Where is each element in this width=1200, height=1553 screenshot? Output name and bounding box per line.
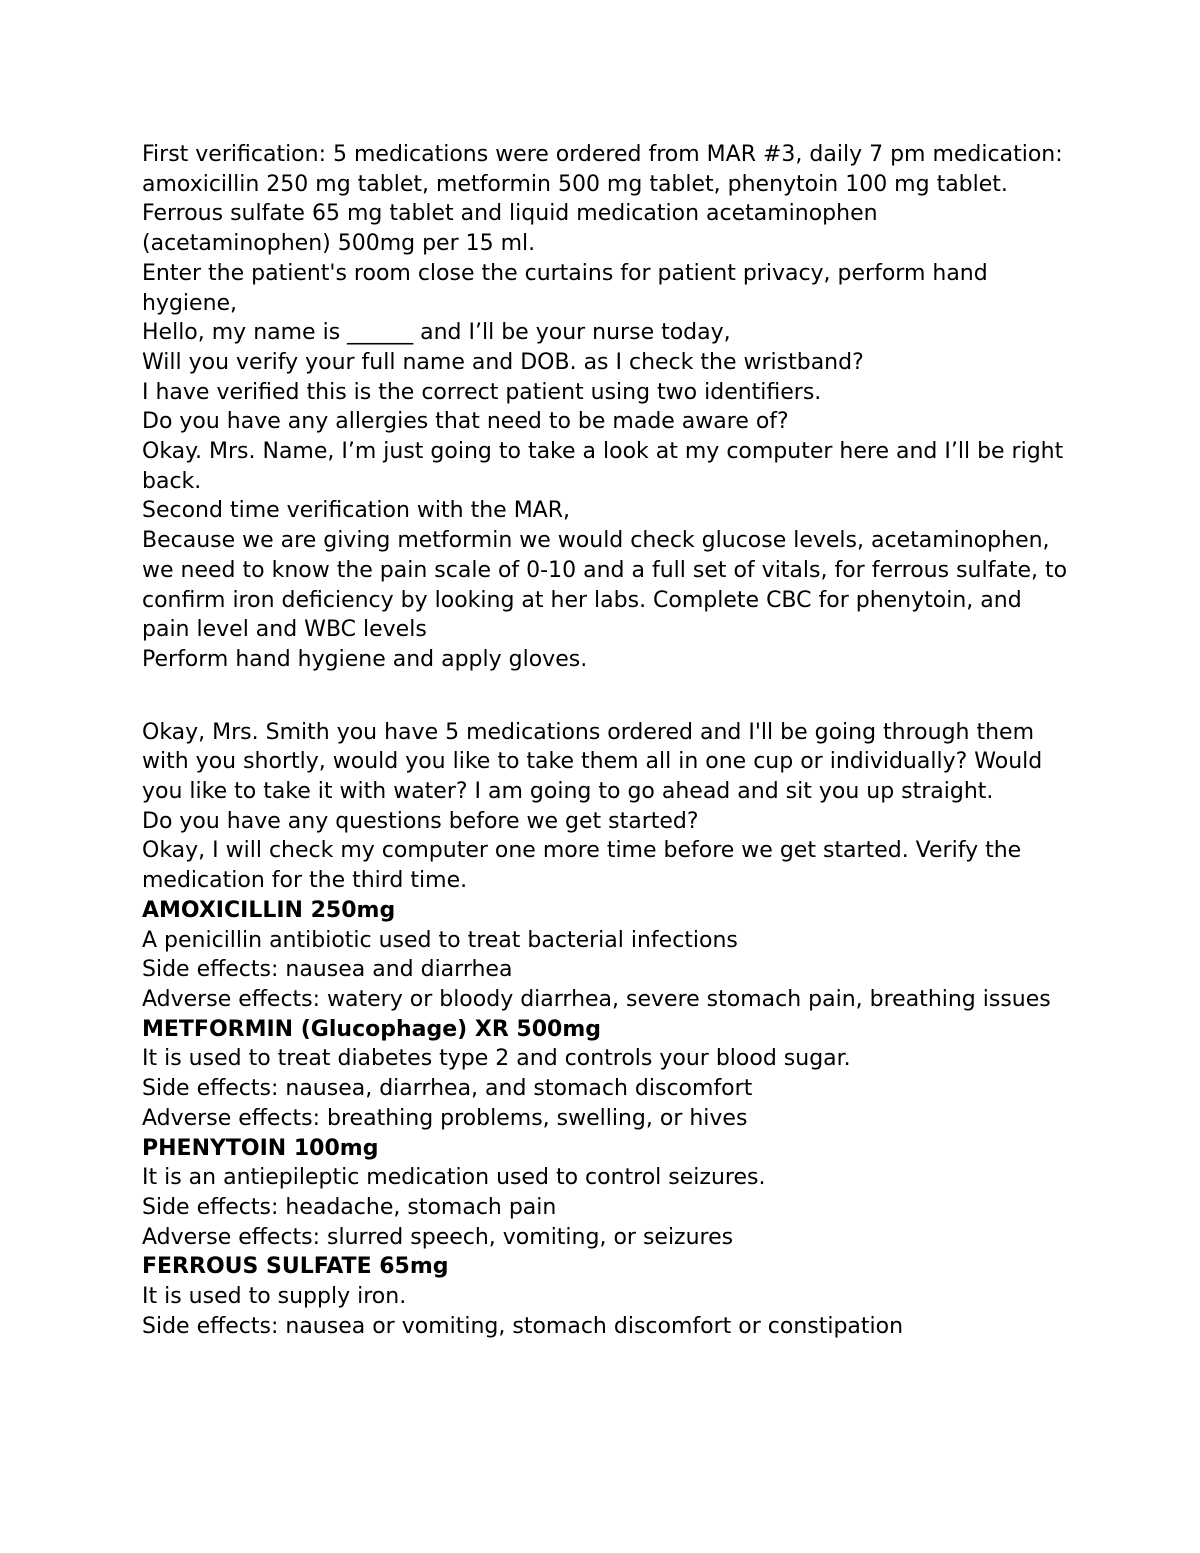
medication-side-effects: Side effects: headache, stomach pain [142,1194,557,1220]
medication-ferrous-sulfate [142,1252,1072,1341]
medication-amoxicillin [142,896,1072,1015]
medication-side-effects: Side effects: nausea or vomiting, stomach discomfort or constipation [142,1313,904,1339]
greeting-line: Hello, my name is ______ and I’ll be your nurse today, [142,320,731,346]
identifiers-line: I have verified this is the correct patient using two identifiers. [142,379,822,405]
computer-check-line: Okay. Mrs. Name, I’m just going to take a look at my computer here and I’ll be right back. [142,439,1064,494]
second-verification-line: Second time verification with the MAR, [142,498,571,524]
medication-description: It is used to supply iron. [142,1284,407,1310]
patient-explanation-paragraph: Okay, Mrs. Smith you have 5 medications ordered and I'll be going through them with you shortly, would you like to take them all in one cup or individually? Would you like to take it with water? I am going to go ahead and sit you up straight. [142,719,1043,805]
medication-heading: METFORMIN (Glucophage) XR 500mg [142,1016,602,1042]
enter-room-paragraph: Enter the patient's room close the curtains for patient privacy, perform hand hygiene, [142,260,988,316]
medication-side-effects: Side effects: nausea and diarrhea [142,957,513,983]
first-verification-paragraph: First verification: 5 medications were ordered from MAR #3, daily 7 pm medication: amoxicillin 250 mg tablet, metformin 500 mg tablet, phenytoin 100 mg tablet. Ferrous sulfate 65 mg tablet and liquid medication acetaminophen (acetaminophen) 500mg per 15 ml. [142,142,1063,257]
verify-identity-line: Will you verify your full name and DOB. as I check the wristband? [142,349,864,375]
medication-adverse-effects: Adverse effects: watery or bloody diarrhea, severe stomach pain, breathing issues [142,986,1051,1012]
medication-description: It is an antiepileptic medication used to control seizures. [142,1165,766,1191]
hand-hygiene-line: Perform hand hygiene and apply gloves. [142,646,588,672]
medication-phenytoin [142,1134,1072,1253]
medication-heading: AMOXICILLIN 250mg [142,897,396,923]
medication-heading: FERROUS SULFATE 65mg [142,1254,449,1280]
medication-side-effects: Side effects: nausea, diarrhea, and stomach discomfort [142,1076,753,1102]
medication-adverse-effects: Adverse effects: slurred speech, vomiting, or seizures [142,1224,734,1250]
third-verification-line: Okay, I will check my computer one more time before we get started. Verify the medication for the third time. [142,838,1022,894]
medication-description: It is used to treat diabetes type 2 and controls your blood sugar. [142,1046,851,1072]
questions-line: Do you have any questions before we get started? [142,808,699,834]
allergies-line: Do you have any allergies that need to be made aware of? [142,409,789,435]
medication-adverse-effects: Adverse effects: breathing problems, swelling, or hives [142,1105,748,1131]
medication-description: A penicillin antibiotic used to treat bacterial infections [142,927,738,953]
document-body [142,140,1072,1341]
medication-metformin [142,1015,1072,1134]
section-spacer [142,675,1072,718]
assessment-paragraph: Because we are giving metformin we would check glucose levels, acetaminophen, we need to know the pain scale of 0-10 and a full set of vitals, for ferrous sulfate, to confirm iron deficiency by looking at her labs. Complete CBC for phenytoin, and pain level and WBC levels [142,528,1068,643]
medication-heading: PHENYTOIN 100mg [142,1135,379,1161]
